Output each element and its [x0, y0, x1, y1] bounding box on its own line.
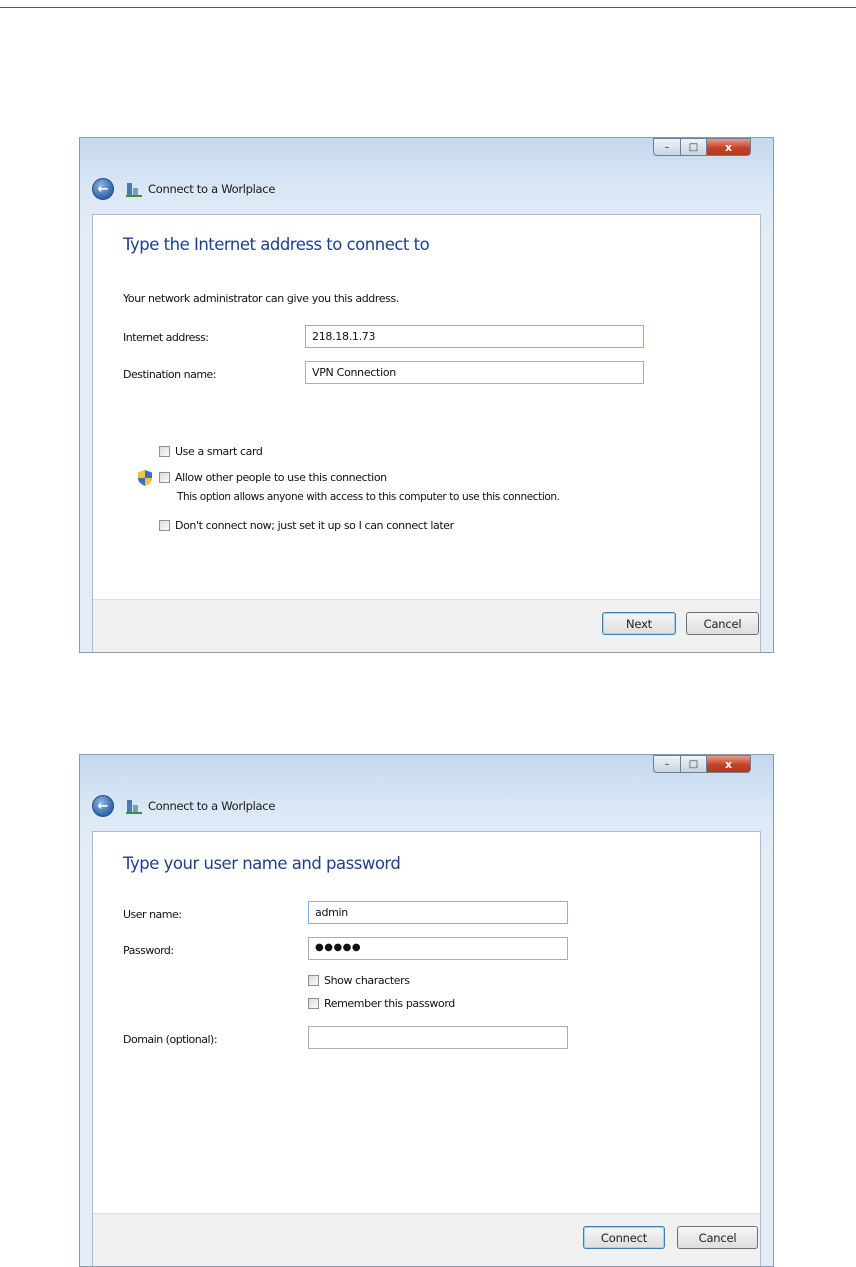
back-button[interactable] — [92, 795, 114, 817]
workplace-network-icon — [126, 798, 142, 814]
back-arrow-icon: ← — [97, 181, 109, 197]
next-button[interactable]: Next — [602, 612, 676, 635]
wizard-footer — [93, 599, 760, 652]
dont-connect-checkbox[interactable] — [159, 520, 170, 531]
domain-label: Domain (optional): — [123, 1033, 218, 1046]
window-controls — [653, 755, 751, 773]
maximize-icon: □ — [688, 141, 699, 153]
smart-card-checkbox[interactable] — [159, 446, 170, 457]
domain-input[interactable] — [308, 1026, 568, 1049]
uac-shield-icon — [138, 470, 152, 486]
instruction-text: Your network administrator can give you this address. — [123, 292, 399, 305]
connect-button[interactable]: Connect — [583, 1226, 665, 1249]
password-input[interactable]: ●●●●● — [308, 937, 568, 960]
back-arrow-icon: ← — [97, 798, 109, 814]
minimize-button[interactable] — [653, 755, 681, 773]
close-icon: x — [724, 140, 733, 154]
wizard-content — [92, 831, 761, 1266]
title-bar — [92, 795, 275, 817]
show-characters-label: Show characters — [324, 974, 410, 987]
password-label: Password: — [123, 944, 174, 957]
back-button[interactable] — [92, 178, 114, 200]
connect-workplace-window-credentials — [79, 754, 774, 1267]
dont-connect-option[interactable] — [159, 519, 454, 532]
internet-address-input[interactable]: 218.18.1.73 — [305, 325, 644, 348]
allow-others-option[interactable] — [159, 471, 387, 484]
user-name-label: User name: — [123, 908, 182, 921]
connect-workplace-window-address — [79, 137, 774, 653]
dont-connect-label: Don't connect now; just set it up so I can connect later — [175, 519, 454, 532]
close-button[interactable] — [707, 755, 751, 773]
remember-password-label: Remember this password — [324, 997, 455, 1010]
show-characters-option[interactable] — [308, 974, 410, 987]
window-title: Connect to a Worlplace — [148, 182, 276, 196]
maximize-button[interactable] — [681, 138, 707, 156]
cancel-button[interactable]: Cancel — [677, 1226, 758, 1249]
minimize-icon: – — [664, 758, 670, 770]
page-title: Type your user name and password — [123, 854, 401, 873]
remember-password-option[interactable] — [308, 997, 455, 1010]
allow-others-label: Allow other people to use this connection — [175, 471, 387, 484]
show-characters-checkbox[interactable] — [308, 975, 319, 986]
window-title: Connect to a Worlplace — [148, 799, 276, 813]
minimize-icon: – — [664, 141, 670, 153]
close-icon: x — [724, 757, 733, 771]
title-bar — [92, 178, 275, 200]
internet-address-label: Internet address: — [123, 331, 209, 344]
remember-password-checkbox[interactable] — [308, 998, 319, 1009]
smart-card-label: Use a smart card — [175, 445, 263, 458]
workplace-network-icon — [126, 181, 142, 197]
page-title: Type the Internet address to connect to — [123, 235, 430, 254]
wizard-content — [92, 214, 761, 652]
destination-name-input[interactable]: VPN Connection — [305, 361, 644, 384]
close-button[interactable] — [707, 138, 751, 156]
allow-others-description: This option allows anyone with access to this computer to use this connection. — [177, 491, 560, 503]
window-controls — [653, 138, 751, 156]
allow-others-checkbox[interactable] — [159, 472, 170, 483]
page-top-rule — [0, 7, 856, 8]
wizard-footer — [93, 1213, 760, 1266]
destination-name-label: Destination name: — [123, 368, 217, 381]
maximize-icon: □ — [688, 758, 699, 770]
maximize-button[interactable] — [681, 755, 707, 773]
smart-card-option[interactable] — [159, 445, 263, 458]
cancel-button[interactable]: Cancel — [686, 612, 759, 635]
minimize-button[interactable] — [653, 138, 681, 156]
user-name-input[interactable]: admin — [308, 901, 568, 924]
